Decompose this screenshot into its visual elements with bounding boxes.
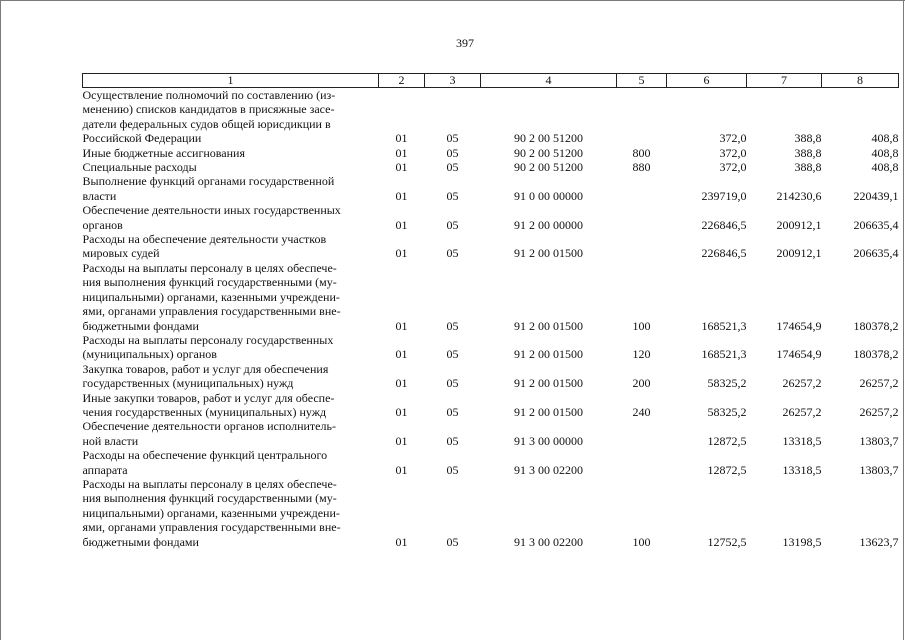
cell-section: 01 [395,318,408,333]
cell-amount-col6: 12872,5 [707,462,747,477]
cell-amount-col6: 12872,5 [707,433,747,448]
cell-expense-type: 800 [632,145,651,160]
cell-amount-col6: 58325,2 [707,376,747,391]
cell-amount-col7: 13318,5 [782,433,822,448]
header-col-1: 1 [83,74,379,88]
cell-subsection: 05 [446,188,459,203]
cell-amount-col6: 372,0 [719,145,747,160]
cell-section: 01 [395,188,408,203]
table-row [83,391,899,420]
description-line: (муниципальных) органов [82,347,217,362]
cell-amount-col8: 13623,7 [859,534,899,549]
cell-amount-col7: 214230,6 [776,188,822,203]
cell-description [83,477,379,549]
description-line: Выполнение функций органами государственной [82,174,335,189]
description-line: датели федеральных судов общей юрисдикции в [82,116,331,131]
cell-description [83,419,379,448]
table-row [83,419,899,448]
cell-amount-col7: 13198,5 [782,534,822,549]
cell-amount-col7: 26257,2 [782,404,822,419]
table-row [83,362,899,391]
header-col-6: 6 [667,74,747,88]
cell-subsection: 05 [446,217,459,232]
cell-amount-col6: 239719,0 [701,188,747,203]
cell-description [83,232,379,261]
cell-amount-col6: 226846,5 [701,246,747,261]
table-row [83,160,899,174]
table-row [83,333,899,362]
description-line: Расходы на выплаты персоналу государственных [82,332,334,347]
header-col-3: 3 [425,74,481,88]
cell-expense-type: 100 [632,318,651,333]
cell-amount-col7: 388,8 [794,160,822,175]
description-line: Иные закупки товаров, работ и услуг для обеспе- [82,390,335,405]
cell-description [83,391,379,420]
cell-amount-col7: 174654,9 [776,318,822,333]
cell-amount-col7: 200912,1 [776,246,822,261]
cell-expense-type [617,203,667,232]
description-line: чения государственных (муниципальных) нужд [82,404,327,419]
cell-amount-col8: 408,8 [871,131,899,146]
cell-subsection: 05 [446,376,459,391]
cell-section: 01 [395,534,408,549]
description-line: Осуществление полномочий по составлению (из- [82,88,336,102]
cell-section: 01 [395,131,408,146]
cell-description [83,160,379,174]
table-row [83,146,899,160]
header-col-8: 8 [822,74,899,88]
cell-section: 01 [395,160,408,175]
cell-target-article: 91 3 00 02200 [514,534,583,549]
header-col-5: 5 [617,74,667,88]
cell-amount-col7: 388,8 [794,145,822,160]
description-line: ями, органами управления государственными вне- [82,304,341,319]
table-row [83,448,899,477]
cell-amount-col8: 13803,7 [859,433,899,448]
table-row [83,261,899,333]
cell-amount-col7: 26257,2 [782,376,822,391]
cell-target-article: 91 2 00 01500 [514,404,583,419]
description-line: органов [82,217,123,232]
cell-subsection: 05 [446,404,459,419]
cell-target-article: 90 2 00 51200 [514,131,583,146]
cell-amount-col6: 12752,5 [707,534,747,549]
description-line: Специальные расходы [82,160,197,175]
scan-edge-right [903,0,904,640]
table-header-row [83,74,899,88]
cell-amount-col6: 372,0 [719,131,747,146]
table-row [83,477,899,549]
cell-section: 01 [395,217,408,232]
cell-amount-col8: 408,8 [871,145,899,160]
cell-amount-col7: 174654,9 [776,347,822,362]
cell-subsection: 05 [446,347,459,362]
cell-amount-col8: 180378,2 [853,347,899,362]
description-line: Расходы на обеспечение функций центрального [82,448,328,463]
cell-target-article: 91 2 00 01500 [514,318,583,333]
cell-target-article: 91 2 00 01500 [514,246,583,261]
cell-subsection: 05 [446,131,459,146]
description-line: Обеспечение деятельности иных государственных [82,203,341,218]
cell-amount-col6: 58325,2 [707,404,747,419]
description-line: Иные бюджетные ассигнования [82,145,245,160]
cell-amount-col8: 206635,4 [853,246,899,261]
cell-subsection: 05 [446,462,459,477]
cell-subsection: 05 [446,246,459,261]
header-col-2: 2 [379,74,425,88]
cell-amount-col6: 168521,3 [701,347,747,362]
description-line: ной власти [82,433,139,448]
budget-table [82,73,899,549]
table-row [83,203,899,232]
cell-amount-col8: 408,8 [871,160,899,175]
description-line: ния выполнения функций государственными (му- [82,491,337,506]
cell-description [83,203,379,232]
description-line: Расходы на выплаты персоналу в целях обеспече- [82,260,337,275]
cell-amount-col8: 206635,4 [853,217,899,232]
cell-description [83,362,379,391]
table-row [83,232,899,261]
cell-amount-col7: 388,8 [794,131,822,146]
cell-expense-type: 120 [632,347,651,362]
cell-description [83,448,379,477]
header-col-7: 7 [747,74,822,88]
cell-subsection: 05 [446,145,459,160]
cell-amount-col8: 26257,2 [859,376,899,391]
cell-section: 01 [395,145,408,160]
cell-description [83,146,379,160]
description-line: Расходы на выплаты персоналу в целях обеспече- [82,476,337,491]
page-number: 397 [456,36,474,50]
cell-expense-type: 200 [632,376,651,391]
cell-amount-col8: 220439,1 [853,188,899,203]
cell-section: 01 [395,404,408,419]
cell-description [83,88,379,146]
table-row [83,88,899,146]
table-row [83,174,899,203]
cell-expense-type: 240 [632,404,651,419]
cell-section: 01 [395,347,408,362]
cell-target-article: 91 3 00 02200 [514,462,583,477]
description-line: ниципальными) органами, казенными учреждени- [82,505,340,520]
scan-edge-left [0,0,1,640]
cell-expense-type: 100 [632,534,651,549]
description-line: мировых судей [82,246,160,261]
description-line: Закупка товаров, работ и услуг для обеспечения [82,361,329,376]
description-line: Расходы на обеспечение деятельности участков [82,232,327,247]
description-line: государственных (муниципальных) нужд [82,376,294,391]
cell-amount-col8: 13803,7 [859,462,899,477]
cell-amount-col8: 180378,2 [853,318,899,333]
description-line: бюджетными фондами [82,318,199,333]
cell-section: 01 [395,462,408,477]
description-line: Российской Федерации [82,131,202,146]
description-line: ями, органами управления государственными вне- [82,520,341,535]
description-line: Обеспечение деятельности органов исполнитель- [82,419,336,434]
description-line: бюджетными фондами [82,534,199,549]
cell-amount-col6: 372,0 [719,160,747,175]
cell-expense-type [617,174,667,203]
header-col-4: 4 [481,74,617,88]
cell-expense-type [617,232,667,261]
cell-subsection: 05 [446,433,459,448]
cell-subsection: 05 [446,534,459,549]
cell-target-article: 91 3 00 00000 [514,433,583,448]
scan-edge-top [0,0,905,1]
cell-target-article: 90 2 00 51200 [514,145,583,160]
cell-description [83,261,379,333]
cell-target-article: 91 2 00 00000 [514,217,583,232]
cell-section: 01 [395,246,408,261]
description-line: власти [82,188,117,203]
cell-amount-col6: 168521,3 [701,318,747,333]
cell-expense-type [617,88,667,146]
cell-section: 01 [395,433,408,448]
cell-expense-type [617,419,667,448]
cell-amount-col7: 200912,1 [776,217,822,232]
cell-description [83,174,379,203]
cell-expense-type: 880 [632,160,651,175]
cell-target-article: 91 0 00 00000 [514,188,583,203]
cell-target-article: 90 2 00 51200 [514,160,583,175]
cell-amount-col6: 226846,5 [701,217,747,232]
description-line: ния выполнения функций государственными (му- [82,275,337,290]
cell-section: 01 [395,376,408,391]
cell-target-article: 91 2 00 01500 [514,347,583,362]
cell-target-article: 91 2 00 01500 [514,376,583,391]
cell-expense-type [617,448,667,477]
cell-amount-col8: 26257,2 [859,404,899,419]
cell-description [83,333,379,362]
table-body [83,88,899,550]
cell-subsection: 05 [446,318,459,333]
cell-subsection: 05 [446,160,459,175]
description-line: менению) списков кандидатов в присяжные засе- [82,102,335,117]
description-line: аппарата [82,462,128,477]
cell-amount-col7: 13318,5 [782,462,822,477]
description-line: ниципальными) органами, казенными учреждени- [82,289,340,304]
